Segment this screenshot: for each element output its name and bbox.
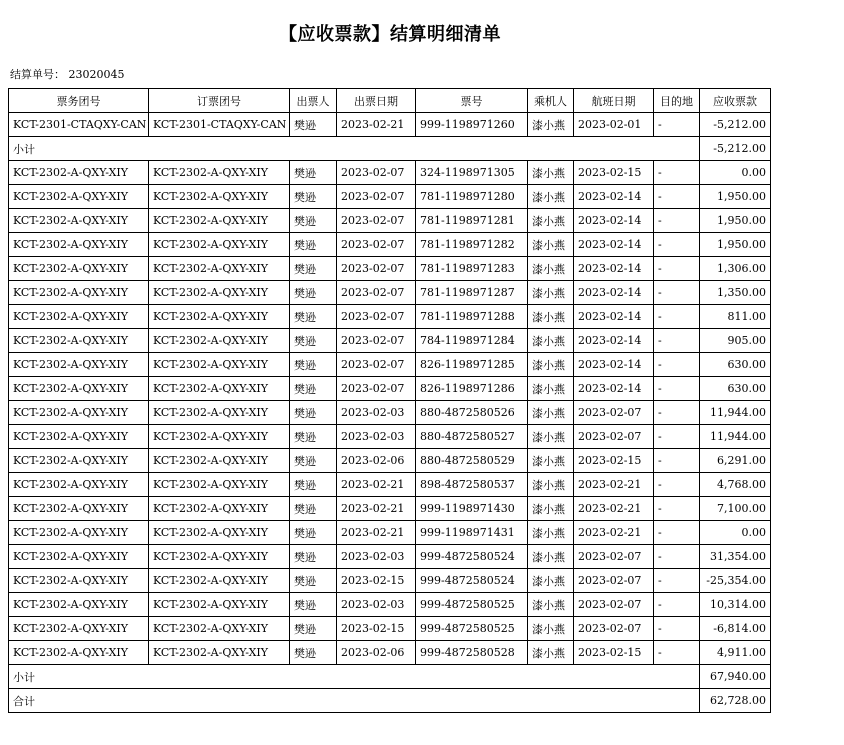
cell-booking-group-no: KCT-2302-A-QXY-XIY: [149, 329, 290, 353]
cell-booking-group-no: KCT-2302-A-QXY-XIY: [149, 377, 290, 401]
cell-destination: -: [654, 521, 700, 545]
subtotal-label: 小计: [9, 665, 700, 689]
cell-passenger: 漆小燕: [528, 257, 574, 281]
cell-issue-date: 2023-02-07: [337, 305, 416, 329]
cell-flight-date: 2023-02-01: [574, 113, 654, 137]
table-row: [9, 329, 771, 353]
cell-issuer: 樊逊: [290, 329, 337, 353]
cell-passenger: 漆小燕: [528, 305, 574, 329]
cell-issue-date: 2023-02-06: [337, 641, 416, 665]
subtotal-value: -5,212.00: [700, 137, 771, 161]
cell-booking-group-no: KCT-2302-A-QXY-XIY: [149, 497, 290, 521]
cell-receivable: 7,100.00: [700, 497, 771, 521]
cell-passenger: 漆小燕: [528, 185, 574, 209]
cell-booking-group-no: KCT-2302-A-QXY-XIY: [149, 473, 290, 497]
cell-ticket-no: 880-4872580529: [416, 449, 528, 473]
cell-passenger: 漆小燕: [528, 569, 574, 593]
cell-ticket-group-no: KCT-2302-A-QXY-XIY: [9, 209, 149, 233]
cell-issue-date: 2023-02-21: [337, 497, 416, 521]
cell-issue-date: 2023-02-03: [337, 593, 416, 617]
cell-flight-date: 2023-02-21: [574, 521, 654, 545]
cell-destination: -: [654, 329, 700, 353]
cell-issuer: 樊逊: [290, 281, 337, 305]
cell-flight-date: 2023-02-07: [574, 545, 654, 569]
cell-booking-group-no: KCT-2302-A-QXY-XIY: [149, 401, 290, 425]
cell-booking-group-no: KCT-2302-A-QXY-XIY: [149, 425, 290, 449]
cell-issue-date: 2023-02-07: [337, 161, 416, 185]
cell-ticket-group-no: KCT-2302-A-QXY-XIY: [9, 425, 149, 449]
cell-passenger: 漆小燕: [528, 377, 574, 401]
cell-ticket-no: 781-1198971287: [416, 281, 528, 305]
cell-receivable: 630.00: [700, 353, 771, 377]
cell-issuer: 樊逊: [290, 569, 337, 593]
cell-flight-date: 2023-02-07: [574, 569, 654, 593]
cell-ticket-group-no: KCT-2302-A-QXY-XIY: [9, 305, 149, 329]
cell-ticket-no: 999-4872580525: [416, 593, 528, 617]
table-header-row: [9, 89, 771, 113]
cell-receivable: 11,944.00: [700, 425, 771, 449]
cell-booking-group-no: KCT-2302-A-QXY-XIY: [149, 545, 290, 569]
cell-issue-date: 2023-02-03: [337, 425, 416, 449]
cell-issuer: 樊逊: [290, 257, 337, 281]
cell-ticket-no: 999-1198971430: [416, 497, 528, 521]
cell-ticket-no: 999-4872580525: [416, 617, 528, 641]
cell-booking-group-no: KCT-2302-A-QXY-XIY: [149, 617, 290, 641]
cell-passenger: 漆小燕: [528, 617, 574, 641]
cell-destination: -: [654, 425, 700, 449]
cell-receivable: -25,354.00: [700, 569, 771, 593]
column-header-issue-date: 出票日期: [337, 89, 416, 113]
cell-issuer: 樊逊: [290, 377, 337, 401]
cell-ticket-group-no: KCT-2302-A-QXY-XIY: [9, 617, 149, 641]
cell-passenger: 漆小燕: [528, 161, 574, 185]
table-row: [9, 401, 771, 425]
column-header-receivable: 应收票款: [700, 89, 771, 113]
cell-destination: -: [654, 233, 700, 257]
cell-issuer: 樊逊: [290, 161, 337, 185]
total-row: [9, 689, 771, 713]
cell-issuer: 樊逊: [290, 521, 337, 545]
cell-issuer: 樊逊: [290, 641, 337, 665]
cell-destination: -: [654, 305, 700, 329]
table-row: [9, 377, 771, 401]
cell-receivable: 4,911.00: [700, 641, 771, 665]
cell-passenger: 漆小燕: [528, 233, 574, 257]
cell-ticket-group-no: KCT-2302-A-QXY-XIY: [9, 257, 149, 281]
cell-booking-group-no: KCT-2302-A-QXY-XIY: [149, 569, 290, 593]
cell-ticket-group-no: KCT-2302-A-QXY-XIY: [9, 329, 149, 353]
cell-passenger: 漆小燕: [528, 401, 574, 425]
cell-issuer: 樊逊: [290, 425, 337, 449]
cell-ticket-group-no: KCT-2302-A-QXY-XIY: [9, 281, 149, 305]
cell-destination: -: [654, 449, 700, 473]
column-header-passenger: 乘机人: [528, 89, 574, 113]
total-value: 62,728.00: [700, 689, 771, 713]
cell-destination: -: [654, 257, 700, 281]
subtotal-row: [9, 137, 771, 161]
cell-issuer: 樊逊: [290, 617, 337, 641]
cell-ticket-group-no: KCT-2302-A-QXY-XIY: [9, 449, 149, 473]
table-row: [9, 185, 771, 209]
cell-destination: -: [654, 617, 700, 641]
cell-booking-group-no: KCT-2302-A-QXY-XIY: [149, 641, 290, 665]
cell-issuer: 樊逊: [290, 497, 337, 521]
table-row: [9, 113, 771, 137]
cell-flight-date: 2023-02-14: [574, 353, 654, 377]
cell-issuer: 樊逊: [290, 233, 337, 257]
cell-ticket-no: 781-1198971288: [416, 305, 528, 329]
cell-issue-date: 2023-02-07: [337, 233, 416, 257]
cell-issue-date: 2023-02-07: [337, 353, 416, 377]
table-row: [9, 521, 771, 545]
cell-issue-date: 2023-02-21: [337, 113, 416, 137]
cell-passenger: 漆小燕: [528, 641, 574, 665]
cell-receivable: 0.00: [700, 161, 771, 185]
cell-issue-date: 2023-02-07: [337, 185, 416, 209]
cell-booking-group-no: KCT-2302-A-QXY-XIY: [149, 449, 290, 473]
column-header-ticket-group-no: 票务团号: [9, 89, 149, 113]
table-body: [9, 113, 771, 713]
cell-passenger: 漆小燕: [528, 113, 574, 137]
cell-flight-date: 2023-02-14: [574, 281, 654, 305]
cell-ticket-no: 999-4872580528: [416, 641, 528, 665]
cell-booking-group-no: KCT-2302-A-QXY-XIY: [149, 185, 290, 209]
cell-passenger: 漆小燕: [528, 449, 574, 473]
cell-ticket-no: 781-1198971281: [416, 209, 528, 233]
cell-ticket-group-no: KCT-2302-A-QXY-XIY: [9, 401, 149, 425]
cell-destination: -: [654, 593, 700, 617]
cell-flight-date: 2023-02-07: [574, 401, 654, 425]
cell-ticket-group-no: KCT-2302-A-QXY-XIY: [9, 377, 149, 401]
table-row: [9, 593, 771, 617]
cell-issue-date: 2023-02-15: [337, 617, 416, 641]
cell-issuer: 樊逊: [290, 545, 337, 569]
cell-destination: -: [654, 377, 700, 401]
cell-receivable: 1,306.00: [700, 257, 771, 281]
cell-booking-group-no: KCT-2302-A-QXY-XIY: [149, 593, 290, 617]
cell-ticket-no: 781-1198971280: [416, 185, 528, 209]
cell-flight-date: 2023-02-14: [574, 377, 654, 401]
table-row: [9, 569, 771, 593]
subtotal-label: 小计: [9, 137, 700, 161]
cell-receivable: 1,350.00: [700, 281, 771, 305]
cell-flight-date: 2023-02-21: [574, 473, 654, 497]
cell-passenger: 漆小燕: [528, 353, 574, 377]
cell-flight-date: 2023-02-14: [574, 233, 654, 257]
cell-destination: -: [654, 185, 700, 209]
column-header-booking-group-no: 订票团号: [149, 89, 290, 113]
cell-destination: -: [654, 569, 700, 593]
cell-ticket-group-no: KCT-2302-A-QXY-XIY: [9, 497, 149, 521]
cell-destination: -: [654, 113, 700, 137]
cell-passenger: 漆小燕: [528, 473, 574, 497]
cell-ticket-no: 826-1198971286: [416, 377, 528, 401]
cell-receivable: 6,291.00: [700, 449, 771, 473]
table-row: [9, 497, 771, 521]
cell-issue-date: 2023-02-15: [337, 569, 416, 593]
cell-booking-group-no: KCT-2302-A-QXY-XIY: [149, 209, 290, 233]
cell-issuer: 樊逊: [290, 209, 337, 233]
cell-flight-date: 2023-02-14: [574, 329, 654, 353]
table-row: [9, 233, 771, 257]
table-row: [9, 449, 771, 473]
cell-booking-group-no: KCT-2302-A-QXY-XIY: [149, 281, 290, 305]
cell-booking-group-no: KCT-2301-CTAQXY-CAN: [149, 113, 290, 137]
cell-receivable: 4,768.00: [700, 473, 771, 497]
cell-ticket-group-no: KCT-2302-A-QXY-XIY: [9, 521, 149, 545]
cell-ticket-group-no: KCT-2302-A-QXY-XIY: [9, 353, 149, 377]
cell-destination: -: [654, 281, 700, 305]
cell-receivable: 905.00: [700, 329, 771, 353]
cell-issue-date: 2023-02-07: [337, 257, 416, 281]
cell-destination: -: [654, 401, 700, 425]
cell-flight-date: 2023-02-15: [574, 449, 654, 473]
cell-passenger: 漆小燕: [528, 425, 574, 449]
cell-flight-date: 2023-02-14: [574, 185, 654, 209]
cell-destination: -: [654, 545, 700, 569]
cell-ticket-no: 999-1198971431: [416, 521, 528, 545]
cell-issuer: 樊逊: [290, 113, 337, 137]
cell-issue-date: 2023-02-03: [337, 401, 416, 425]
cell-ticket-group-no: KCT-2302-A-QXY-XIY: [9, 545, 149, 569]
cell-booking-group-no: KCT-2302-A-QXY-XIY: [149, 521, 290, 545]
cell-ticket-no: 826-1198971285: [416, 353, 528, 377]
table-row: [9, 161, 771, 185]
cell-issue-date: 2023-02-07: [337, 209, 416, 233]
cell-passenger: 漆小燕: [528, 521, 574, 545]
cell-flight-date: 2023-02-14: [574, 209, 654, 233]
cell-issue-date: 2023-02-21: [337, 473, 416, 497]
table-row: [9, 305, 771, 329]
column-header-destination: 目的地: [654, 89, 700, 113]
cell-ticket-group-no: KCT-2302-A-QXY-XIY: [9, 473, 149, 497]
settlement-number-label: 结算单号：: [10, 68, 65, 81]
cell-ticket-group-no: KCT-2302-A-QXY-XIY: [9, 185, 149, 209]
cell-receivable: 10,314.00: [700, 593, 771, 617]
cell-receivable: -5,212.00: [700, 113, 771, 137]
cell-issue-date: 2023-02-21: [337, 521, 416, 545]
cell-passenger: 漆小燕: [528, 545, 574, 569]
cell-issuer: 樊逊: [290, 353, 337, 377]
cell-ticket-group-no: KCT-2302-A-QXY-XIY: [9, 569, 149, 593]
cell-destination: -: [654, 161, 700, 185]
cell-receivable: -6,814.00: [700, 617, 771, 641]
cell-issuer: 樊逊: [290, 449, 337, 473]
cell-booking-group-no: KCT-2302-A-QXY-XIY: [149, 305, 290, 329]
cell-flight-date: 2023-02-07: [574, 617, 654, 641]
cell-destination: -: [654, 209, 700, 233]
table-row: [9, 425, 771, 449]
column-header-ticket-no: 票号: [416, 89, 528, 113]
table-row: [9, 641, 771, 665]
cell-flight-date: 2023-02-07: [574, 425, 654, 449]
cell-destination: -: [654, 497, 700, 521]
cell-issue-date: 2023-02-07: [337, 377, 416, 401]
cell-issue-date: 2023-02-06: [337, 449, 416, 473]
cell-receivable: 11,944.00: [700, 401, 771, 425]
table-row: [9, 353, 771, 377]
cell-passenger: 漆小燕: [528, 497, 574, 521]
cell-ticket-group-no: KCT-2302-A-QXY-XIY: [9, 161, 149, 185]
cell-issue-date: 2023-02-03: [337, 545, 416, 569]
cell-flight-date: 2023-02-14: [574, 257, 654, 281]
cell-ticket-no: 999-4872580524: [416, 545, 528, 569]
cell-ticket-no: 898-4872580537: [416, 473, 528, 497]
settlement-number-value: 23020045: [68, 68, 125, 81]
cell-receivable: 31,354.00: [700, 545, 771, 569]
cell-booking-group-no: KCT-2302-A-QXY-XIY: [149, 353, 290, 377]
table-row: [9, 209, 771, 233]
cell-flight-date: 2023-02-14: [574, 305, 654, 329]
cell-issue-date: 2023-02-07: [337, 329, 416, 353]
cell-ticket-no: 999-1198971260: [416, 113, 528, 137]
cell-issuer: 樊逊: [290, 473, 337, 497]
total-label: 合计: [9, 689, 700, 713]
table-row: [9, 281, 771, 305]
cell-ticket-no: 781-1198971282: [416, 233, 528, 257]
cell-destination: -: [654, 641, 700, 665]
cell-flight-date: 2023-02-15: [574, 161, 654, 185]
table-row: [9, 257, 771, 281]
cell-ticket-group-no: KCT-2302-A-QXY-XIY: [9, 641, 149, 665]
cell-destination: -: [654, 473, 700, 497]
cell-ticket-no: 880-4872580527: [416, 425, 528, 449]
subtotal-row: [9, 665, 771, 689]
cell-issuer: 樊逊: [290, 185, 337, 209]
cell-receivable: 630.00: [700, 377, 771, 401]
cell-issuer: 樊逊: [290, 305, 337, 329]
cell-flight-date: 2023-02-07: [574, 593, 654, 617]
cell-passenger: 漆小燕: [528, 593, 574, 617]
settlement-table: [8, 88, 771, 713]
cell-ticket-group-no: KCT-2301-CTAQXY-CAN: [9, 113, 149, 137]
cell-passenger: 漆小燕: [528, 209, 574, 233]
cell-receivable: 1,950.00: [700, 185, 771, 209]
table-row: [9, 473, 771, 497]
cell-receivable: 1,950.00: [700, 233, 771, 257]
cell-ticket-no: 781-1198971283: [416, 257, 528, 281]
table-row: [9, 617, 771, 641]
cell-ticket-no: 324-1198971305: [416, 161, 528, 185]
settlement-number: [10, 66, 125, 82]
cell-booking-group-no: KCT-2302-A-QXY-XIY: [149, 161, 290, 185]
cell-issue-date: 2023-02-07: [337, 281, 416, 305]
cell-issuer: 樊逊: [290, 401, 337, 425]
cell-ticket-no: 784-1198971284: [416, 329, 528, 353]
cell-ticket-group-no: KCT-2302-A-QXY-XIY: [9, 593, 149, 617]
cell-booking-group-no: KCT-2302-A-QXY-XIY: [149, 233, 290, 257]
cell-booking-group-no: KCT-2302-A-QXY-XIY: [149, 257, 290, 281]
cell-flight-date: 2023-02-21: [574, 497, 654, 521]
cell-issuer: 樊逊: [290, 593, 337, 617]
cell-flight-date: 2023-02-15: [574, 641, 654, 665]
page-title: 【应收票款】结算明细清单: [279, 24, 501, 45]
cell-receivable: 811.00: [700, 305, 771, 329]
column-header-issuer: 出票人: [290, 89, 337, 113]
subtotal-value: 67,940.00: [700, 665, 771, 689]
cell-receivable: 1,950.00: [700, 209, 771, 233]
cell-receivable: 0.00: [700, 521, 771, 545]
cell-passenger: 漆小燕: [528, 329, 574, 353]
cell-ticket-no: 999-4872580524: [416, 569, 528, 593]
cell-passenger: 漆小燕: [528, 281, 574, 305]
cell-ticket-group-no: KCT-2302-A-QXY-XIY: [9, 233, 149, 257]
table-row: [9, 545, 771, 569]
column-header-flight-date: 航班日期: [574, 89, 654, 113]
cell-ticket-no: 880-4872580526: [416, 401, 528, 425]
cell-destination: -: [654, 353, 700, 377]
